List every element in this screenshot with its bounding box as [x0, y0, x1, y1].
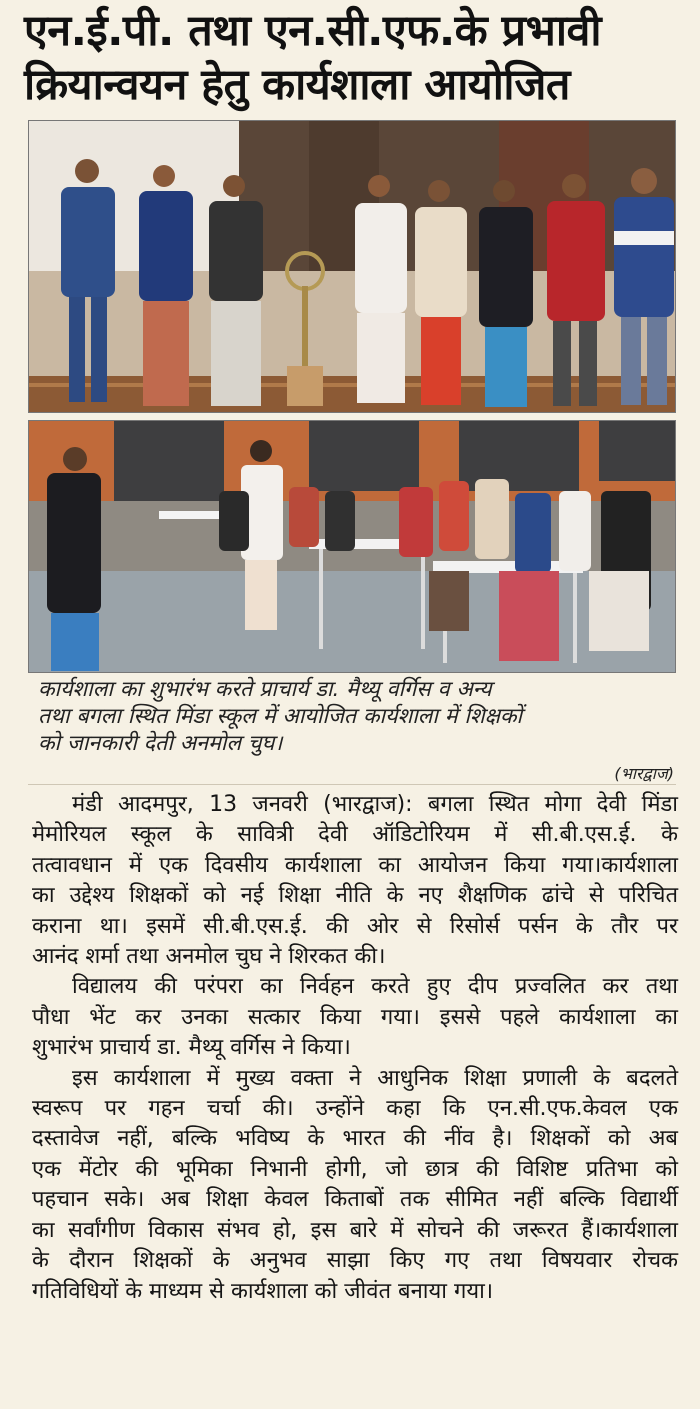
photo-credit: (भारद्वाज) — [614, 764, 674, 783]
photo-workshop-hall — [28, 420, 676, 673]
headline-line-2: क्रियान्वयन हेतु कार्यशाला आयोजित — [24, 60, 570, 110]
article-line: इस कार्यशाला में मुख्य वक्ता ने आधुनिक शिक्षा प्रणाली के बदलते — [72, 1065, 678, 1091]
article-line: पहचान सके। अब शिक्षा केवल किताबों तक सीमित नहीं बल्कि विद्यार्थी — [32, 1187, 678, 1213]
article-line: एक मेंटोर की भूमिका निभानी होगी, जो छात्र की विशिष्ट प्रतिभा को — [32, 1156, 678, 1182]
caption-line: को जानकारी देती अनमोल चुघ। — [38, 731, 283, 756]
article-line: मंडी आदमपुर, 13 जनवरी (भारद्वाज): बगला स्थित मोगा देवी मिंडा — [72, 792, 678, 817]
caption-line: कार्यशाला का शुभारंभ करते प्राचार्य डा. मैथ्यू वर्गिस व अन्य — [38, 677, 492, 702]
article-line: शुभारंभ प्राचार्य डा. मैथ्यू वर्गिस ने किया। — [32, 1035, 351, 1061]
article-line: आनंद शर्मा तथा अनमोल चुघ ने शिरकत की। — [32, 944, 386, 970]
article-line: का उद्देश्य शिक्षकों को नई शिक्षा नीति के नए शैक्षणिक ढांचे से परिचित — [32, 883, 678, 909]
article-line: के दौरान शिक्षकों के अनुभव साझा किए गए तथा विषयवार रोचक — [32, 1248, 678, 1274]
article-line: पौधा भेंट कर उनका सत्कार किया गया। इससे पहले कार्यशाला का — [32, 1004, 678, 1030]
article-line: का सर्वांगीण विकास संभव हो, इस बारे में सोचने की जरूरत हैं।कार्यशाला — [32, 1217, 678, 1243]
article-line: मेमोरियल स्कूल के सावित्री देवी ऑडिटोरियम में सी.बी.एस.ई. के — [32, 822, 678, 848]
article-line: तत्वावधान में एक दिवसीय कार्यशाला का आयोजन किया गया।कार्यशाला — [32, 852, 678, 878]
article-line: दस्तावेज नहीं, बल्कि भविष्य के भारत की नींव है। शिक्षकों को अब — [32, 1126, 678, 1152]
headline — [24, 4, 684, 112]
photo-caption — [38, 676, 678, 783]
article-body — [32, 790, 678, 1307]
article-line: कराना था। इसमें सी.बी.एस.ई. की ओर से रिसोर्स पर्सन के तौर पर — [32, 913, 678, 939]
article-line: गतिविधियों के माध्यम से कार्यशाला को जीवंत बनाया गया। — [32, 1278, 494, 1304]
caption-line: तथा बगला स्थित मिंडा स्कूल में आयोजित कार्यशाला में शिक्षकों — [38, 704, 523, 729]
article-line: विद्यालय की परंपरा का निर्वहन करते हुए दीप प्रज्वलित कर तथा — [72, 974, 678, 1000]
headline-line-1: एन.ई.पी. तथा एन.सी.एफ.के प्रभावी — [24, 6, 602, 56]
divider — [28, 784, 676, 785]
article-line: स्वरूप पर गहन चर्चा की। उन्होंने कहा कि एन.सी.एफ.केवल एक — [32, 1096, 678, 1122]
photo-stage-dignitaries — [28, 120, 676, 413]
